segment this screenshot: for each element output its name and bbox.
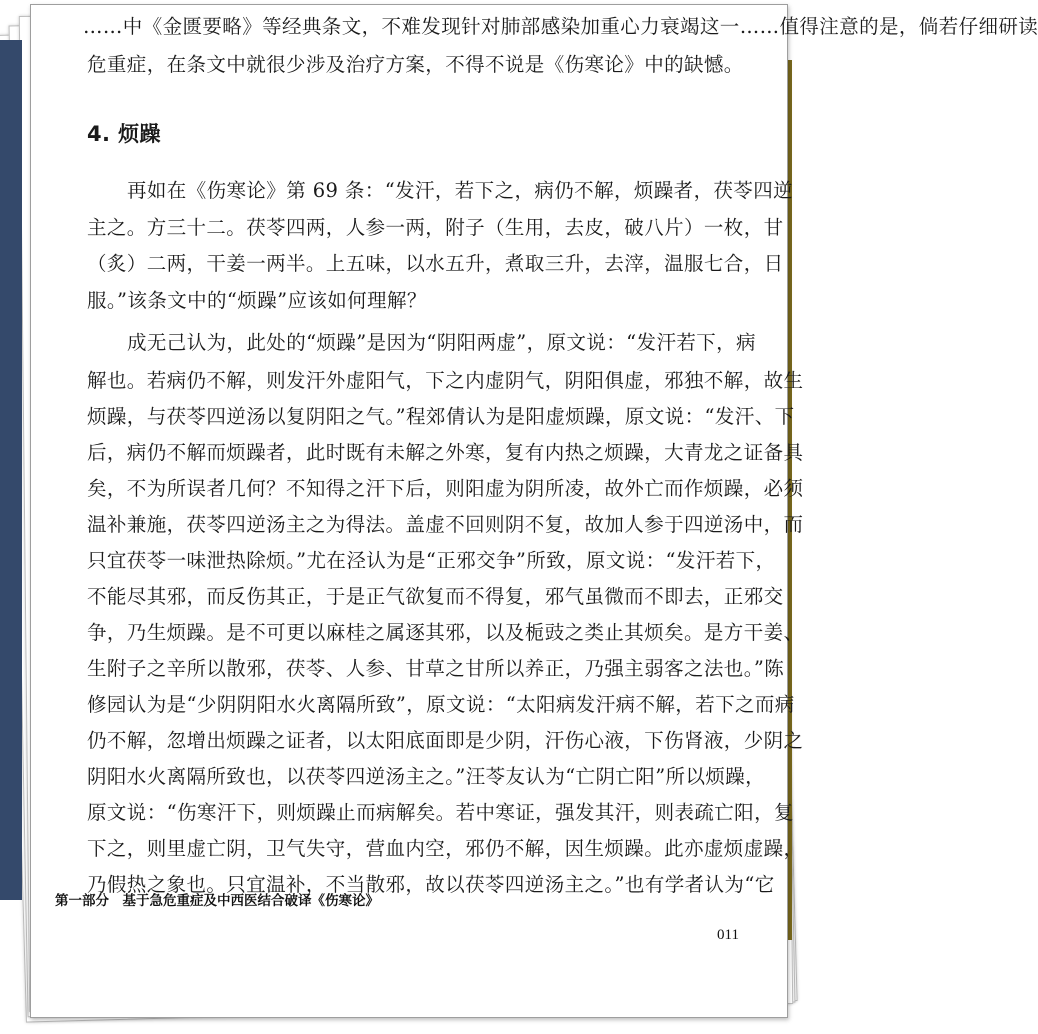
body-line: 乃假热之象也。只宜温补，不当散邪，故以茯苓四逆汤主之。”也有学者认为“它 — [87, 873, 775, 896]
body-line: （炙）二两，干姜一两半。上五味，以水五升，煮取三升，去滓，温服七合，日 — [87, 252, 784, 275]
body-line: 再如在《伤寒论》第 69 条：“发汗，若下之，病仍不解，烦躁者，茯苓四逆 — [127, 179, 794, 202]
book-page — [30, 4, 1038, 1018]
body-line: 修园认为是“少阴阴阳水火离隔所致”，原文说：“太阳病发汗病不解，若下之而病 — [87, 693, 795, 716]
body-line: 矣，不为所误者几何？不知得之汗下后，则阳虚为阴所凌，故外亡而作烦躁，必须 — [87, 477, 804, 500]
body-line: 阴阳水火离隔所致也，以茯苓四逆汤主之。”汪苓友认为“亡阴亡阳”所以烦躁， — [87, 765, 766, 788]
body-line: 服。”该条文中的“烦躁”应该如何理解？ — [87, 289, 427, 312]
body-line: 仍不解，忽增出烦躁之证者，以太阳底面即是少阴，汗伤心液，下伤肾液，少阴之 — [87, 729, 804, 752]
body-line: 解也。若病仍不解，则发汗外虚阳气，下之内虚阴气，阴阳俱虚，邪独不解，故生 — [87, 369, 804, 392]
body-line: 后，病仍不解而烦躁者，此时既有未解之外寒，复有内热之烦躁，大青龙之证备具 — [87, 441, 804, 464]
body-line: 成无己认为，此处的“烦躁”是因为“阴阳两虚”，原文说：“发汗若下，病 — [127, 331, 756, 354]
body-line: 危重症，在条文中就很少涉及治疗方案，不得不说是《伤寒论》中的缺憾。 — [87, 53, 744, 76]
body-line: 原文说：“伤寒汗下，则烦躁止而病解矣。若中寒证，强发其汗，则表疏亡阳，复 — [87, 801, 794, 824]
running-footer-title: 第一部分 基于急危重症及中西医结合破译《伤寒论》 — [55, 893, 379, 909]
book-cover-edge — [0, 40, 22, 900]
body-line: 生附子之辛所以散邪，茯苓、人参、甘草之甘所以养正，乃强主弱客之法也。”陈 — [87, 657, 785, 680]
body-line: 只宜茯苓一味泄热除烦。”尤在泾认为是“正邪交争”所致，原文说：“发汗若下， — [87, 549, 776, 572]
section-heading: 4. 烦躁 — [87, 122, 161, 146]
body-line: 争，乃生烦躁。是不可更以麻桂之属逐其邪，以及栀豉之类止其烦矣。是方干姜、 — [87, 621, 804, 644]
page-number: 011 — [717, 927, 739, 943]
body-line: 不能尽其邪，而反伤其正，于是正气欲复而不得复，邪气虽微而不即去，正邪交 — [87, 585, 784, 608]
body-line: ……中《金匮要略》等经典条文，不难发现针对肺部感染加重心力衰竭这一……值得注意的是，倘若仔细研读 — [83, 15, 1038, 38]
body-line: 烦躁，与茯苓四逆汤以复阴阳之气。”程郊倩认为是阳虚烦躁，原文说：“发汗、下 — [87, 405, 795, 428]
body-line: 下之，则里虚亡阴，卫气失守，营血内空，邪仍不解，因生烦躁。此亦虚烦虚躁， — [87, 837, 804, 860]
body-line: 温补兼施，茯苓四逆汤主之为得法。盖虚不回则阴不复，故加人参于四逆汤中，而 — [87, 513, 804, 536]
body-line: 主之。方三十二。茯苓四两，人参一两，附子（生用，去皮，破八片）一枚，甘 — [87, 216, 784, 239]
